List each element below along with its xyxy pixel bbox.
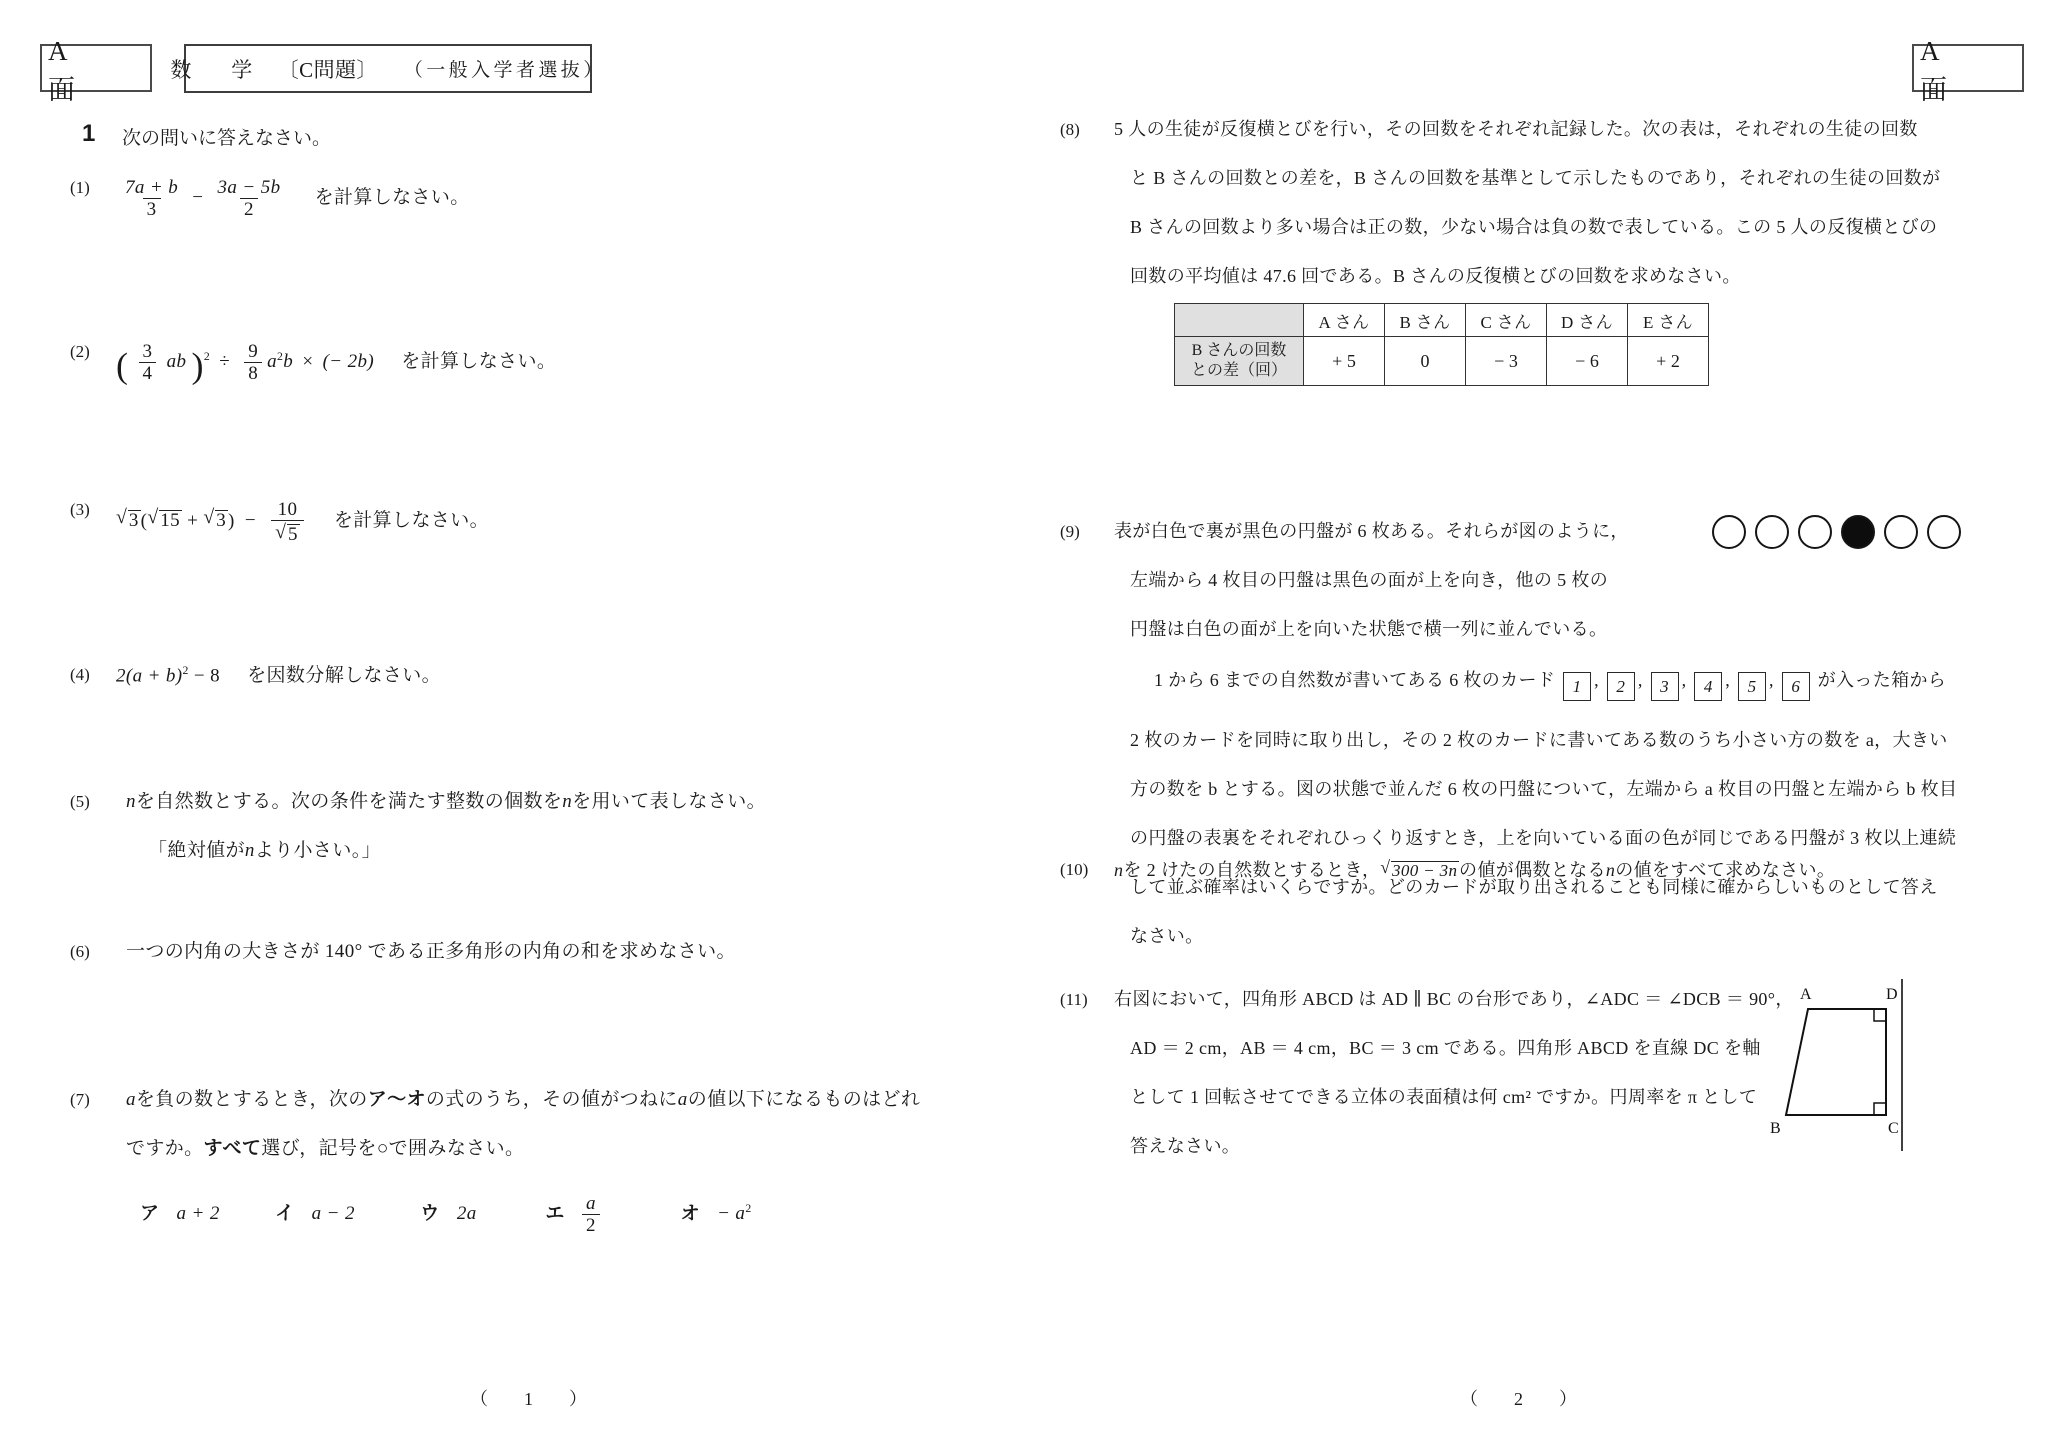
- exam-problem-set: 〔C問題〕: [277, 57, 378, 82]
- disk-2: [1755, 515, 1789, 549]
- vertex-label-a: A: [1800, 986, 1812, 1003]
- card-2[interactable]: 2: [1607, 672, 1635, 701]
- question-4-label: (4): [70, 665, 90, 684]
- table-col-e: E さん: [1628, 304, 1709, 337]
- section-lead-text: 次の問いに答えなさい。: [122, 128, 332, 149]
- face-label-left: A 面: [40, 44, 152, 92]
- q10-body: [1114, 860, 1966, 879]
- table-corner-cell: [1175, 304, 1304, 337]
- question-7-line-2: [126, 1139, 976, 1158]
- section-number: 1: [82, 120, 96, 147]
- q2-divide-sign: ÷: [219, 351, 231, 373]
- choice-e-expr: − a: [717, 1203, 746, 1225]
- page-number-left: （ 1 ）: [470, 1389, 596, 1409]
- card-6[interactable]: 6: [1782, 672, 1810, 701]
- question-1-body: [116, 178, 976, 220]
- table-row-header-line1: B さんの回数: [1191, 342, 1287, 359]
- trapezoid-figure: [1750, 975, 1950, 1165]
- card-1[interactable]: 1: [1563, 672, 1591, 701]
- table-value-b: 0: [1385, 337, 1466, 386]
- q7-var-b: a: [677, 1089, 688, 1110]
- q2-var-2: a: [267, 351, 278, 373]
- q2-term-3: (− 2b): [322, 351, 375, 373]
- q7-text-1: を負の数とするとき，次の: [135, 1089, 368, 1110]
- table-col-a: A さん: [1304, 304, 1385, 337]
- q9-line-3: 円盤は白色の面が上を向いた状態で横一列に並んでいる。: [1130, 619, 1608, 639]
- q1-fraction-2: $\frac{3a - 5b}{2}$: [217, 177, 281, 221]
- choice-c-mark: ウ: [420, 1203, 440, 1225]
- q11-line-3: として 1 回転させてできる立体の表面積は何 cm² ですか。円周率を π として: [1130, 1087, 1758, 1107]
- q3-root-3: √ 3: [203, 509, 228, 530]
- table-row-header-line2: との差（回）: [1190, 362, 1287, 379]
- q8-line-4: 回数の平均値は 47.6 回である。B さんの反復横とびの回数を求めなさい。: [1130, 266, 1741, 286]
- repetition-table: [1174, 303, 1709, 386]
- question-3-label: (3): [70, 500, 90, 519]
- question-4-body: [116, 665, 976, 685]
- q2-power-1: 2: [203, 349, 211, 363]
- q4-expr-b: − 8: [188, 665, 221, 687]
- table-row: [1175, 337, 1709, 386]
- q5-var-1: n: [126, 791, 136, 812]
- q1-fraction-1: $\frac{7a + b}{3}$: [125, 177, 179, 221]
- table-col-c: C さん: [1466, 304, 1547, 337]
- choice-d-expr: $\frac{a}{2}$: [582, 1194, 600, 1236]
- table-value-d: − 6: [1547, 337, 1628, 386]
- question-7-choices: [140, 1194, 976, 1236]
- question-10-label: (10): [1060, 860, 1089, 879]
- q11-line-2: AD ＝ 2 cm，AB ＝ 4 cm，BC ＝ 3 cm である。四角形 ABCD を直線 DC を軸: [1130, 1038, 1761, 1058]
- q7-text-2: の式のうち，その値がつねに: [425, 1089, 678, 1110]
- q3-denominator-root: √ 5: [275, 522, 300, 544]
- right-angle-mark-d: [1874, 1009, 1886, 1021]
- q9-cards-line: 1 から 6 までの自然数が書いてある 6 枚のカード 1 , 2 , 3 , 4 , 5 , 6 が入った箱から: [1154, 671, 1966, 701]
- table-col-d: D さん: [1547, 304, 1628, 337]
- choice-c-expr: 2a: [456, 1203, 477, 1225]
- q10-text-2: の値が偶数となる: [1459, 860, 1606, 881]
- q4-instruction: を因数分解しなさい。: [247, 665, 441, 687]
- q3-open-paren: (: [140, 510, 148, 532]
- q5-var-2: n: [562, 791, 573, 812]
- table-row-header: [1175, 337, 1304, 386]
- q2-fraction-1: $\frac{3}{4}$: [139, 342, 157, 384]
- q3-fraction: 10 √ 5: [271, 500, 304, 544]
- question-5-line-1: [126, 792, 976, 811]
- right-angle-mark-c: [1874, 1103, 1886, 1115]
- q2-var-2b: b: [283, 351, 294, 373]
- q10-var-2: n: [1605, 860, 1616, 881]
- question-11-label: (11): [1060, 990, 1088, 1009]
- q2-power-2: 2: [277, 349, 284, 363]
- question-6-body: 一つの内角の大きさが 140° である正多角形の内角の和を求めなさい。: [126, 941, 736, 962]
- choice-c[interactable]: [420, 1204, 540, 1223]
- q2-open-paren: (: [116, 345, 129, 386]
- exam-title-box: [170, 44, 606, 93]
- q11-line-1: 右図において，四角形 ABCD は AD ∥ BC の台形であり，∠ADC ＝ ∠DCB ＝ 90°，: [1114, 989, 1794, 1009]
- q11-line-4: 答えなさい。: [1130, 1136, 1241, 1156]
- q9-para-line-1: 2 枚のカードを同時に取り出し，その 2 枚のカードに書いてある数のうち小さい方の数を a，大きい: [1130, 730, 1948, 750]
- choice-e-mark: オ: [680, 1203, 700, 1225]
- question-7-line-1: [126, 1090, 976, 1109]
- card-5[interactable]: 5: [1738, 672, 1766, 701]
- q7-text-3: の値以下になるものはどれ: [687, 1089, 921, 1110]
- vertex-label-b: B: [1770, 1120, 1781, 1137]
- choice-a-mark: ア: [140, 1203, 160, 1225]
- choice-b-expr: a − 2: [311, 1203, 355, 1225]
- q10-var-1: n: [1114, 860, 1124, 881]
- table-value-e: + 2: [1628, 337, 1709, 386]
- table-header-row: [1175, 304, 1709, 337]
- q4-expr-power: 2: [182, 664, 189, 677]
- q9-para-line-3: の円盤の表裏をそれぞれひっくり返すとき，上を向いている面の色が同じである円盤が 3 枚以上連続: [1130, 828, 1957, 848]
- question-5-label: (5): [70, 792, 90, 811]
- page-number-right: （ 2 ）: [1460, 1389, 1586, 1409]
- disk-6: [1927, 515, 1961, 549]
- disk-3: [1798, 515, 1832, 549]
- choice-a[interactable]: [140, 1204, 270, 1223]
- card-3[interactable]: 3: [1651, 672, 1679, 701]
- q9-para-line-4: して並ぶ確率はいくらですか。どのカードが取り出されることも同様に確からしいものとして答え: [1130, 877, 1938, 897]
- q5-text-2: を用いて表しなさい。: [572, 791, 766, 812]
- exam-selection-type: （一般入学者選抜）: [403, 60, 606, 81]
- choice-e-power: 2: [745, 1201, 752, 1215]
- q9-line-2: 左端から 4 枚目の円盤は黒色の面が上を向き，他の 5 枚の: [1130, 570, 1609, 590]
- q9-cards-text-b: が入った箱から: [1817, 670, 1947, 690]
- q8-line-1: 5 人の生徒が反復横とびを行い，その回数をそれぞれ記録した。次の表は，それぞれの生徒の回数: [1114, 119, 1918, 139]
- q9-para-line-2: 方の数を b とする。図の状態で並んだ 6 枚の円盤について，左端から a 枚目の円盤と左端から b 枚目: [1130, 779, 1958, 799]
- q9-line-1: 表が白色で裏が黒色の円盤が 6 枚ある。それらが図のように，: [1114, 521, 1629, 541]
- question-8-label: (8): [1060, 120, 1080, 139]
- table-value-c: − 3: [1466, 337, 1547, 386]
- q3-instruction: を計算しなさい。: [333, 510, 489, 532]
- q4-expr-a: 2(a + b): [116, 665, 183, 687]
- disk-4-black: [1841, 515, 1875, 549]
- question-7-label: (7): [70, 1090, 90, 1109]
- choice-b[interactable]: [275, 1204, 415, 1223]
- q2-close-paren: ): [191, 345, 204, 386]
- choice-e[interactable]: [681, 1203, 752, 1223]
- face-label-right: A 面: [1912, 44, 2024, 92]
- q5-condition-a: 「絶対値が: [148, 840, 245, 861]
- q3-root-1: √ 3: [116, 509, 141, 530]
- choice-d[interactable]: [545, 1194, 675, 1236]
- question-5-line-2: [148, 841, 976, 860]
- choice-d-mark: エ: [545, 1203, 565, 1225]
- q1-instruction: を計算しなさい。: [314, 187, 470, 209]
- question-9-label: (9): [1060, 522, 1080, 541]
- q8-line-2: と B さんの回数との差を，B さんの回数を基準として示したものであり，それぞれの生徒の回数が: [1130, 168, 1941, 188]
- q3-close-paren: ): [228, 510, 235, 532]
- disk-1: [1712, 515, 1746, 549]
- question-2-label: (2): [70, 342, 90, 361]
- disk-row: [1712, 515, 1961, 549]
- choice-a-expr: a + 2: [176, 1203, 220, 1225]
- table-value-a: + 5: [1304, 337, 1385, 386]
- q2-instruction: を計算しなさい。: [401, 351, 557, 373]
- q7-var-a: a: [126, 1089, 136, 1110]
- table-col-b: B さん: [1385, 304, 1466, 337]
- q9-para-line-5: なさい。: [1130, 926, 1204, 946]
- q3-minus-sign: −: [244, 510, 256, 532]
- q5-condition-var: n: [244, 840, 255, 861]
- trapezoid-shape: [1786, 1009, 1886, 1115]
- q3-root-2: √ 15: [147, 509, 182, 530]
- q3-plus-sign: +: [187, 510, 199, 532]
- q7-emphasis: すべて: [203, 1138, 262, 1159]
- question-2-body: [116, 342, 976, 384]
- question-6-label: (6): [70, 942, 90, 961]
- question-1-label: (1): [70, 178, 90, 197]
- q10-root: √ 300 − 3n: [1380, 860, 1459, 879]
- disk-5: [1884, 515, 1918, 549]
- q1-operator: −: [192, 187, 204, 209]
- q2-fraction-2: $\frac{9}{8}$: [244, 342, 262, 384]
- choice-b-mark: イ: [275, 1203, 295, 1225]
- q7-text-5: 選び，記号を○で囲みなさい。: [261, 1138, 525, 1159]
- q10-text-3: の値をすべて求めなさい。: [1615, 860, 1836, 881]
- q5-text-1: を自然数とする。次の条件を満たす整数の個数を: [135, 791, 563, 812]
- q5-condition-b: より小さい。」: [254, 840, 381, 861]
- q8-line-3: B さんの回数より多い場合は正の数，少ない場合は負の数で表している。この 5 人の反復横とびの: [1130, 217, 1938, 237]
- q7-choice-range: ア〜オ: [367, 1089, 426, 1110]
- q2-var-1: ab: [166, 351, 187, 373]
- question-3-body: [116, 500, 976, 544]
- q10-text-1: を 2 けたの自然数とするとき，: [1123, 860, 1381, 881]
- q2-multiply-sign: ×: [302, 351, 314, 373]
- q9-cards-text-a: 1 から 6 までの自然数が書いてある 6 枚のカード: [1154, 670, 1556, 690]
- exam-subject: 数 学: [170, 57, 262, 82]
- card-4[interactable]: 4: [1694, 672, 1722, 701]
- vertex-label-c: C: [1888, 1120, 1899, 1137]
- q7-text-4: ですか。: [126, 1138, 204, 1159]
- vertex-label-d: D: [1886, 986, 1898, 1003]
